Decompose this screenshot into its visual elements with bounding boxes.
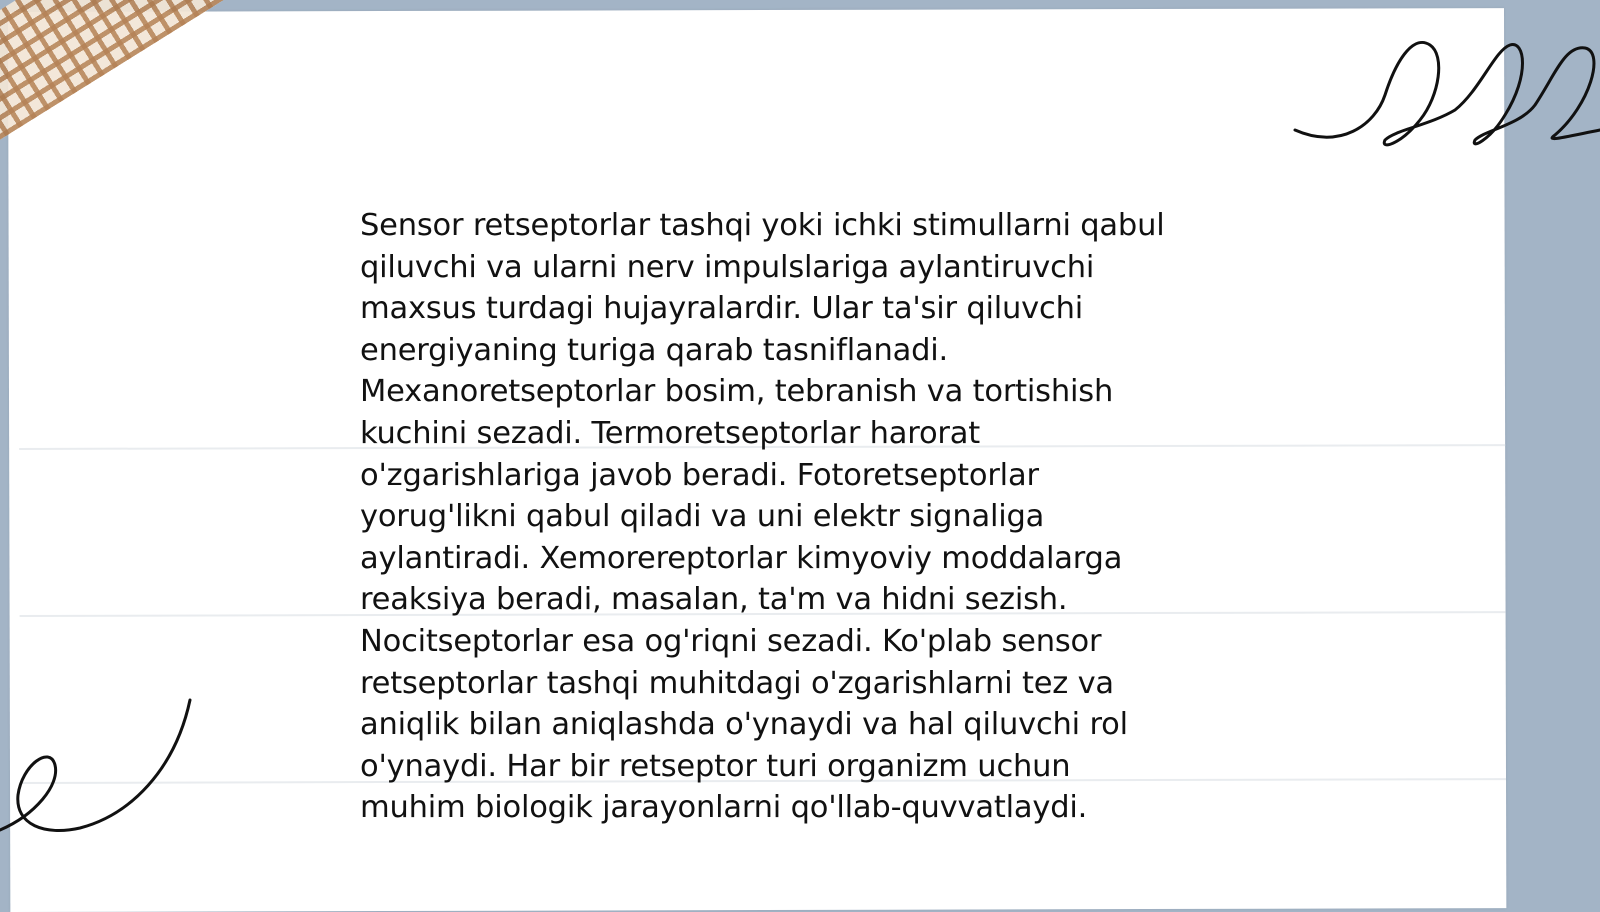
text-line: energiyaning turiga qarab tasniflanadi.: [360, 332, 949, 368]
text-line: o'ynaydi. Har bir retseptor turi organizm uchun: [360, 748, 1071, 784]
top-right-scribble: [1280, 30, 1600, 170]
text-line: qiluvchi va ularni nerv impulslariga aylantiruvchi: [360, 249, 1095, 285]
text-line: yorug'likni qabul qiladi va uni elektr signaliga: [360, 499, 1045, 535]
text-line: kuchini sezadi. Termoretseptorlar harorat: [360, 415, 980, 451]
text-line: o'zgarishlariga javob beradi. Fotoretseptorlar: [360, 457, 1039, 493]
text-line: Sensor retseptorlar tashqi yoki ichki stimullarni qabul: [360, 208, 1165, 243]
text-line: muhim biologik jarayonlarni qo'llab-quvvatlaydi.: [360, 790, 1088, 826]
text-line: reaksiya beradi, masalan, ta'm va hidni sezish.: [360, 582, 1068, 618]
text-line: aylantiradi. Xemorereptorlar kimyoviy moddalarga: [360, 540, 1123, 576]
text-line: maxsus turdagi hujayralardir. Ular ta'sir qiluvchi: [360, 291, 1083, 327]
bottom-left-scribble: [0, 690, 200, 850]
body-paragraph: [360, 205, 1260, 829]
text-line: aniqlik bilan aniqlashda o'ynaydi va hal qiluvchi rol: [360, 707, 1128, 743]
text-line: retseptorlar tashqi muhitdagi o'zgarishlarni tez va: [360, 665, 1114, 701]
text-line: Mexanoretseptorlar bosim, tebranish va tortishish: [360, 374, 1114, 410]
text-line: Nocitseptorlar esa og'riqni sezadi. Ko'plab sensor: [360, 623, 1102, 659]
